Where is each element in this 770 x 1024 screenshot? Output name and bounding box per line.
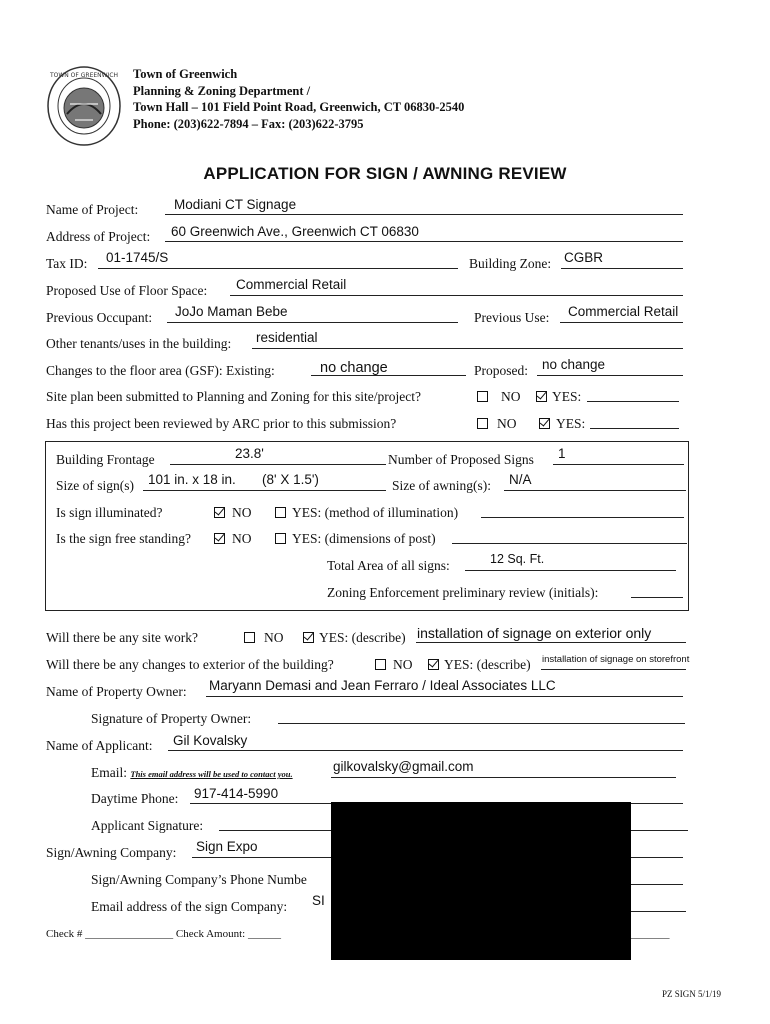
project-name-line [165,214,683,215]
illuminated-yes-label: YES: (method of illumination) [292,505,459,520]
post-dimensions-line [452,543,687,544]
site-work-no-label: NO [264,630,284,645]
other-tenants-label: Other tenants/uses in the building: [46,336,232,351]
owner-name-field[interactable]: Maryann Demasi and Jean Ferraro / Ideal Associates LLC [209,678,556,693]
building-zone-line [561,268,683,269]
email-field[interactable]: gilkovalsky@gmail.com [333,759,474,774]
site-plan-yes-checkbox[interactable] [536,391,547,402]
check-info-label: Check # ________________ Check Amount: ______ [46,928,281,940]
free-standing-no-checkbox[interactable] [214,533,225,544]
illuminated-no-checkbox[interactable] [214,507,225,518]
illuminated-yes-checkbox[interactable] [275,507,286,518]
tax-id-line [98,268,458,269]
site-plan-yes-line [587,401,679,402]
free-standing-yes-label: YES: (dimensions of post) [292,531,436,546]
building-frontage-label: Building Frontage [56,452,155,467]
arc-yes-label: YES: [556,416,586,431]
sign-size-field[interactable]: 101 in. x 18 in. [148,472,236,487]
building-frontage-line [170,464,386,465]
applicant-name-line [168,750,683,751]
zoning-review-label: Zoning Enforcement preliminary review (initials): [327,585,599,600]
site-work-no-checkbox[interactable] [244,632,255,643]
illuminated-no-label: NO [232,505,252,520]
site-work-yes-checkbox[interactable] [303,632,314,643]
site-work-desc-field[interactable]: installation of signage on exterior only [417,625,652,641]
total-area-line [465,570,676,571]
total-area-label: Total Area of all signs: [327,558,450,573]
owner-name-line [206,696,683,697]
arc-yes-checkbox[interactable] [539,418,550,429]
site-plan-no-label: NO [501,389,521,404]
project-name-field[interactable]: Modiani CT Signage [174,197,297,212]
header-address: Town Hall – 101 Field Point Road, Greenwich, CT 06830-2540 [133,100,465,114]
address-field[interactable]: 60 Greenwich Ave., Greenwich CT 06830 [171,224,419,239]
svg-text:TOWN OF GREENWICH: TOWN OF GREENWICH [49,72,119,79]
address-label: Address of Project: [46,229,151,244]
proposed-use-label: Proposed Use of Floor Space: [46,283,208,298]
header-department: Planning & Zoning Department / [133,83,311,98]
department-header [133,66,464,132]
sign-company-label: Sign/Awning Company: [46,845,177,860]
site-plan-label: Site plan been submitted to Planning and Zoning for this site/project? [46,389,421,404]
email-label-row [91,765,293,782]
previous-occupant-label: Previous Occupant: [46,310,153,325]
arc-no-label: NO [497,416,517,431]
num-signs-field[interactable]: 1 [558,446,566,461]
check-amount-tail: _______ [631,928,670,940]
email-note: This email address will be used to contact you. [130,769,293,779]
sign-company-phone-label: Sign/Awning Company’s Phone Numbe [91,872,307,887]
num-signs-label: Number of Proposed Signs [388,452,534,467]
page-title: APPLICATION FOR SIGN / AWNING REVIEW [203,164,567,183]
previous-occupant-field[interactable]: JoJo Maman Bebe [175,304,288,319]
num-signs-line [553,464,684,465]
other-tenants-field[interactable]: residential [256,330,318,345]
sign-size-line [143,490,386,491]
exterior-yes-label: YES: (describe) [444,657,531,672]
exterior-desc-field[interactable]: installation of signage on storefront [542,654,690,665]
tax-id-label: Tax ID: [46,256,88,271]
owner-signature-label: Signature of Property Owner: [91,711,252,726]
site-plan-no-checkbox[interactable] [477,391,488,402]
site-work-desc-line [416,642,686,643]
previous-use-line [560,322,683,323]
email-label: Email: [91,765,127,780]
header-town: Town of Greenwich [133,67,238,81]
proposed-line [537,375,683,376]
sign-company-email-label: Email address of the sign Company: [91,899,288,914]
floor-area-label: Changes to the floor area (GSF): Existing: [46,363,275,378]
applicant-name-field[interactable]: Gil Kovalsky [173,733,248,748]
free-standing-label: Is the sign free standing? [56,531,191,546]
town-seal-icon [45,64,123,148]
free-standing-no-label: NO [232,531,252,546]
exterior-no-label: NO [393,657,413,672]
zoning-review-line [631,597,683,598]
existing-field[interactable]: no change [320,360,388,376]
building-frontage-field[interactable]: 23.8' [235,446,264,461]
owner-name-label: Name of Property Owner: [46,684,187,699]
phone-field[interactable]: 917-414-5990 [194,786,279,801]
sign-company-field[interactable]: Sign Expo [196,839,258,854]
awning-size-label: Size of awning(s): [392,478,491,493]
tax-id-field[interactable]: 01-1745/S [106,250,169,265]
sign-company-email-line [631,911,686,912]
awning-size-field[interactable]: N/A [509,472,532,487]
applicant-name-label: Name of Applicant: [46,738,153,753]
proposed-label: Proposed: [474,363,528,378]
sign-size-label: Size of sign(s) [56,478,134,493]
building-zone-field[interactable]: CGBR [564,250,604,265]
arc-review-label: Has this project been reviewed by ARC prior to this submission? [46,416,397,431]
exterior-changes-label: Will there be any changes to exterior of the building? [46,657,334,672]
proposed-use-field[interactable]: Commercial Retail [236,277,347,292]
sign-company-email-field[interactable]: SI [312,893,325,908]
proposed-use-line [230,295,683,296]
arc-no-checkbox[interactable] [477,418,488,429]
illuminated-label: Is sign illuminated? [56,505,163,520]
site-work-yes-label: YES: (describe) [319,630,406,645]
form-code: PZ SIGN 5/1/19 [662,989,722,999]
awning-size-line [504,490,686,491]
illumination-method-line [481,517,684,518]
proposed-field[interactable]: no change [542,357,606,372]
total-area-field[interactable]: 12 Sq. Ft. [490,552,545,566]
previous-occupant-line [167,322,458,323]
sign-size-feet-field[interactable]: (8' X 1.5') [262,472,319,487]
sign-company-phone-line [631,884,683,885]
address-line [165,241,683,242]
exterior-desc-line [541,669,686,670]
site-plan-yes-label: YES: [552,389,582,404]
project-name-label: Name of Project: [46,202,139,217]
free-standing-yes-checkbox[interactable] [275,533,286,544]
phone-label: Daytime Phone: [91,791,179,806]
previous-use-label: Previous Use: [474,310,550,325]
applicant-signature-label: Applicant Signature: [91,818,204,833]
exterior-no-checkbox[interactable] [375,659,386,670]
building-zone-label: Building Zone: [469,256,552,271]
site-work-label: Will there be any site work? [46,630,199,645]
email-line [331,777,676,778]
previous-use-field[interactable]: Commercial Retail [568,304,679,319]
header-phone: Phone: (203)622-7894 – Fax: (203)622-3795 [133,116,364,131]
exterior-yes-checkbox[interactable] [428,659,439,670]
arc-yes-line [590,428,679,429]
owner-signature-line[interactable] [278,723,685,724]
other-tenants-line [252,348,683,349]
redaction-block [331,802,631,960]
